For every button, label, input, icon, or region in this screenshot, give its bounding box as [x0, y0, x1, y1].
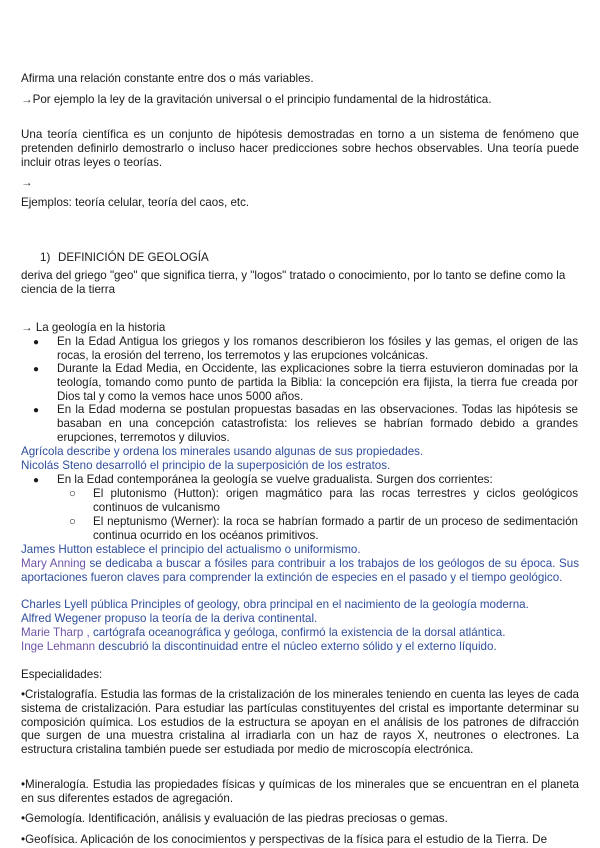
- tharp-note: Marie Tharp , cartógrafa oceanográfica y geóloga, confirmó la existencia de la dorsal atlántica.: [21, 626, 506, 639]
- circle-bullet-icon: ○: [69, 515, 77, 528]
- section-number: 1): [40, 251, 51, 264]
- lyell-note: Charles Lyell pública Principles of geology, obra principal en el nacimiento de la geología moderna.: [21, 598, 529, 611]
- lehmann-note: Inge Lehmann descubrió la discontinuidad entre el núcleo externo sólido y el externo líquido.: [21, 640, 497, 653]
- specialty-item: •Cristalografía. Estudia las formas de la cristalización de los minerales teniendo en cuenta las leyes de cada sistema de cristalización. Para estudiar las partículas constituyentes del cristal es importante determinar su composición química. Los estudios de la estructura se apoyan en el análisis de los patrones de difracción que surgen de una muestra cristalina al irradiarla con un haz de rayos X, neutrones o electrones. La estructura cristalina también puede ser estudiada por medio de microscopía electrónica.: [21, 688, 579, 757]
- specialty-item: •Gemología. Identificación, análisis y evaluación de las piedras preciosas o gemas.: [21, 812, 448, 825]
- circle-bullet-icon: ○: [69, 487, 77, 500]
- document-page: Afirma una relación constante entre dos o más variables. →Por ejemplo la ley de la gravitación universal o el principio fundamental de la hidrostática. Una teoría científica es un conjunto de hipótesis demostradas en torno a un sistema de fenómeno que pretenden definirlo demostrarlo o incluso hacer predicciones sobre hechos observables. Una teoría puede incluir otras leyes o teorías. → Ejemplos: teoría celular, teoría del caos, etc. 1) DEFINICIÓN DE GEOLOGÍA deriva del griego "geo" que significa tierra, y "logos" tratado o conocimiento, por lo tanto se define como la ciencia de la tierra → La geología en la historia ● En la Edad Antigua los griegos y los romanos describieron los fósiles y las gemas, el origen de las rocas, la erosión del terreno, los terremotos y las erupciones volcánicas. ● Durante la Edad Media, en Occidente, las explicaciones sobre la tierra estuvieron dominadas por la teología, tomando como punto de partida la Biblia: la concepción era fijista, la tierra fue creada por Dios tal y como la vemos hace unos 5000 años. ● En la Edad moderna se postulan propuestas basadas en las observaciones. Todas las hipótesis se basaban en una concepción catastrofista: los relieves se habrían formado debido a grandes erupciones, terremotos y diluvios. Agrícola describe y ordena los minerales usando algunas de sus propiedades. Nicolás Steno desarrolló el principio de la superposición de los estratos. ● En la Edad contemporánea la geología se vuelve gradualista. Surgen dos corrientes: ○ El plutonismo (Hutton): origen magmático para las rocas terrestres y ciclos geológicos continuos de vulcanismo ○ El neptunismo (Werner): la roca se habrían formado a partir de un proceso de sedimentación continua ocurrido en los océanos primitivos. James Hutton establece el principio del actualismo o uniformismo. Mary Anning se dedicaba a buscar a fósiles para contribuir a los trabajos de los geólogos de su época. Sus aportaciones fueron claves para comprender la extinción de especies en el pasado y el tiempo geológico. Charles Lyell pública Principles of geology, obra principal en el nacimiento de la geología moderna. Alfred Wegener propuso la teoría de la deriva continental. Marie Tharp , cartógrafa oceanográfica y geóloga, confirmó la existencia de la dorsal atlántica. Inge Lehmann descubrió la discontinuidad entre el núcleo externo sólido y el externo líquido. Especialidades: •Cristalografía. Estudia las formas de la cristalización de los minerales teniendo en cuenta las leyes de cada sistema de cristalización. Para estudiar las partículas constituyentes del cristal es importante determinar su composición química. Los estudios de la estructura se apoyan en el análisis de los patrones de difracción que surgen de una muestra cristalina al irradiarla con un haz de rayos X, neutrones o electrones. La estructura cristalina también puede ser estudiada por medio de microscopía electrónica. •Mineralogía. Estudia las propiedades físicas y químicas de los minerales que se encuentran en el planeta en sus diferentes estados de agregación. •Gemología. Identificación, análisis y evaluación de las piedras preciosas o gemas. •Geofísica. Aplicación de los conocimientos y perspectivas de la física para el estudio de la Tierra. De: [21, 72, 580, 846]
- bullet-icon: ●: [33, 475, 40, 486]
- bullet-icon: ●: [33, 364, 40, 375]
- wegener-note: Alfred Wegener propuso la teoría de la deriva continental.: [21, 612, 318, 625]
- specialty-item: •Geofísica. Aplicación de los conocimientos y perspectivas de la física para el estudio de la Tierra. De: [21, 833, 548, 846]
- bullet-icon: ●: [33, 337, 40, 348]
- specialty-item: •Mineralogía. Estudia las propiedades físicas y químicas de los minerales que se encuentran en el planeta en sus diferentes estados de agregación.: [21, 778, 579, 805]
- theory-examples: Ejemplos: teoría celular, teoría del caos, etc.: [21, 196, 250, 209]
- steno-note: Nicolás Steno desarrolló el principio de la superposición de los estratos.: [21, 459, 391, 472]
- anning-note: Mary Anning se dedicaba a buscar a fósiles para contribuir a los trabajos de los geólogos de su época. Sus aportaciones fueron claves para comprender la extinción de especies en el pasado y el tiempo geológico.: [21, 557, 580, 584]
- law-example: →Por ejemplo la ley de la gravitación universal o el principio fundamental de la hidrostática.: [21, 93, 492, 106]
- law-definition: Afirma una relación constante entre dos o más variables.: [21, 72, 314, 85]
- arrow-marker: →: [21, 176, 33, 189]
- section-title: DEFINICIÓN DE GEOLOGÍA: [58, 251, 209, 264]
- anning-name: Mary Anning: [21, 557, 86, 570]
- geology-definition: deriva del griego "geo" que significa tierra, y "logos" tratado o conocimiento, por lo tanto se define como la ciencia de la tierra: [21, 269, 566, 296]
- theory-definition: Una teoría científica es un conjunto de hipótesis demostradas en torno a un sistema de fenómeno que pretenden definirlo demostrarlo o incluso hacer predicciones sobre hechos observables. Una teoría puede incluir otras leyes o teorías.: [21, 128, 579, 169]
- tharp-name: Marie Tharp ,: [21, 626, 90, 639]
- bullet-icon: ●: [33, 405, 40, 416]
- specialties-title: Especialidades:: [21, 668, 103, 681]
- history-title: → La geología en la historia: [21, 321, 166, 334]
- agricola-note: Agrícola describe y ordena los minerales usando algunas de sus propiedades.: [21, 445, 424, 458]
- lehmann-name: Inge Lehmann: [21, 640, 96, 653]
- hutton-note: James Hutton establece el principio del actualismo o uniformismo.: [21, 543, 361, 556]
